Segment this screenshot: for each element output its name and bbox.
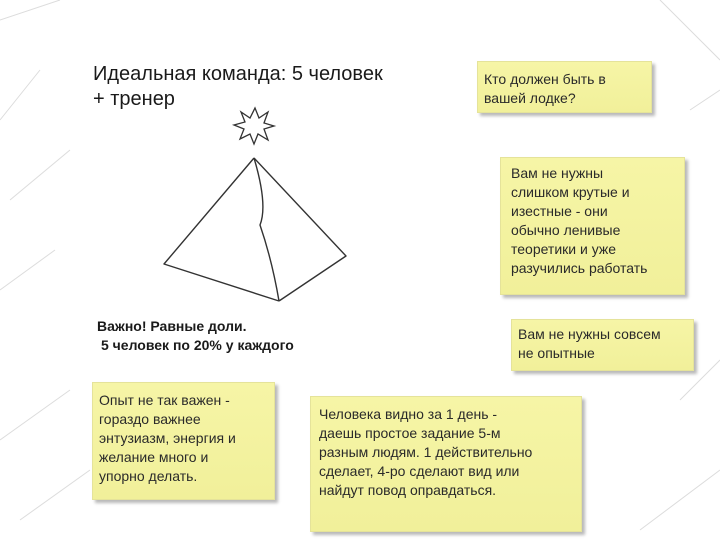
sticky-note-boat: Кто должен быть в вашей лодке? <box>477 61 652 113</box>
title-line-2: + тренер <box>93 88 175 110</box>
sticky-note-one-day: Человека видно за 1 день - даешь простое задание 5-м разным людям. 1 действительно сделает, 4-ро сделают вид или найдут повод оправдаться. <box>310 396 582 532</box>
important-line-2: 5 человек по 20% у каждого <box>101 337 294 353</box>
pyramid-shape <box>164 158 346 301</box>
important-text <box>97 317 357 355</box>
sticky-note-inexperienced: Вам не нужны совсем не опытные <box>511 319 694 371</box>
sticky-note-stars: Вам не нужны слишком крутые и изестные - они обычно ленивые теоретики и уже разучились работать <box>500 157 685 295</box>
star-icon <box>234 108 274 144</box>
pyramid-drawing <box>150 100 370 310</box>
important-line-1: Важно! Равные доли. <box>97 318 247 334</box>
title-line-1: Идеальная команда: 5 человек <box>93 63 383 85</box>
sticky-note-experience: Опыт не так важен - гораздо важнее энтузиазм, энергия и желание много и упорно делать. <box>92 382 275 500</box>
